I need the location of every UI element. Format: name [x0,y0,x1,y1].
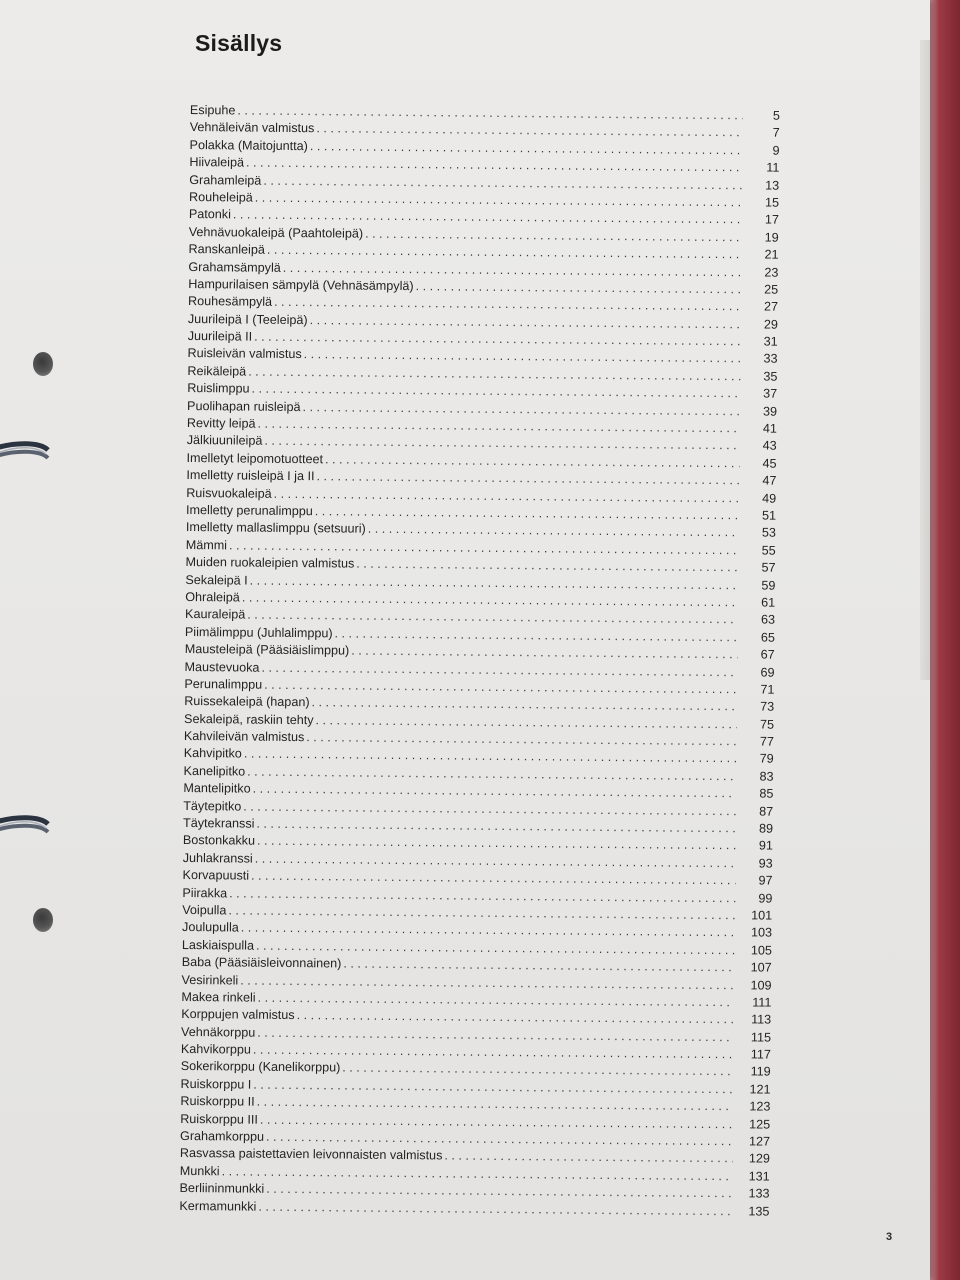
underlying-page-edge [920,40,930,680]
toc-entry-title: Ruisvuokaleipä [186,485,272,501]
toc-entry-page: 39 [762,404,778,419]
toc-entry-title: Vehnävuokaleipä (Paahtoleipä) [188,224,364,241]
toc-entry-page: 9 [772,143,780,158]
toc-entry-page: 101 [751,908,773,923]
toc-entry-page: 21 [764,247,779,262]
toc-entry-page: 41 [762,421,777,436]
toc-entry-title: Hiivaleipä [189,155,245,170]
toc-entry-page: 69 [760,665,775,680]
toc-entry-page: 113 [751,1012,772,1027]
toc-entry-page: 135 [748,1204,770,1219]
toc-entry-page: 111 [752,995,772,1010]
toc-entry-title: Ruissekaleipä (hapan) [184,694,310,710]
toc-entry-title: Makea rinkeli [181,989,256,1005]
toc-entry-page: 109 [750,977,772,993]
toc-entry-page: 33 [763,351,778,367]
toc-entry-title: Täytepitko [183,798,242,814]
toc-entry-page: 75 [759,717,775,732]
page-title: Sisällys [195,30,283,56]
binder-hole [33,352,53,376]
toc-entry-title: Korvapuusti [182,868,250,883]
toc-entry-page: 97 [758,873,773,888]
toc-entry-title: Jälkiuunileipä [186,433,263,449]
toc-entry-title: Maustevuoka [184,659,260,675]
toc-entry-page: 63 [760,612,776,627]
toc-entry-title: Kermamunkki [179,1198,257,1214]
toc-entry-title: Ohraleipä [185,589,240,605]
toc-entry-page: 43 [762,438,777,454]
toc-entry-page: 99 [758,891,773,906]
toc-entry-page: 133 [748,1186,770,1201]
page-edge-background [930,0,960,1280]
toc-entry-page: 105 [750,943,772,958]
toc-entry-title: Imelletty mallaslimppu (setsuuri) [185,520,366,537]
toc-entry-title: Grahamkorppu [180,1128,265,1144]
page-number: 3 [886,1231,893,1243]
toc-entry-title: Laskiaispulla [181,937,255,953]
toc-entry-title: Piimälimppu (Juhlalimppu) [184,624,333,641]
toc-entry-page: 107 [750,960,772,975]
toc-entry-page: 19 [764,230,779,245]
toc-entry-page: 49 [762,491,777,506]
toc-entry-title: Munkki [179,1163,220,1179]
toc-entry-page: 119 [750,1064,771,1080]
toc-entry-title: Rouheleipä [189,189,253,205]
toc-entry-page: 27 [763,299,779,314]
toc-entry-title: Ruislimppu [187,381,250,396]
toc-entry-page: 5 [772,108,780,123]
toc-entry-title: Baba (Pääsiäisleivonnainen) [181,955,342,971]
toc-entry-page: 115 [750,1030,772,1045]
toc-entry-title: Korppujen valmistus [181,1007,295,1023]
toc-entry-title: Reikäleipä [187,363,247,379]
toc-entry-page: 47 [762,473,777,488]
toc-entry-title: Bostonkakku [182,833,256,849]
toc-entry-title: Muiden ruokaleipien valmistus [185,555,355,571]
toc-entry-title: Sekaleipä I [185,572,248,588]
toc-entry-title: Vehnäkorppu [181,1024,256,1040]
toc-entry-title: Imelletty perunalimppu [186,502,313,519]
toc-entry-title: Esipuhe [189,102,236,118]
toc-entry-title: Joulupulla [182,920,239,935]
toc-entry-page: 131 [748,1169,770,1184]
toc-entry-title: Kanelipitko [183,763,246,779]
toc-entry-page: 7 [772,125,780,141]
toc-entry-title: Vesirinkeli [181,972,239,988]
toc-entry-title: Perunalimppu [184,676,263,692]
toc-entry-title: Vehnäleivän valmistus [189,120,315,136]
binder-ring [0,440,54,466]
toc-entry-page: 61 [761,595,776,610]
toc-entry-page: 121 [749,1082,771,1097]
toc-entry-page: 93 [758,856,773,871]
toc-entry-title: Polakka (Maitojuntta) [189,137,308,153]
toc-entry-page: 73 [760,699,775,714]
toc-entry-page: 125 [749,1117,771,1132]
toc-entry-title: Imelletyt leipomotuotteet [186,450,324,467]
toc-entry-page: 127 [748,1134,771,1149]
toc-entry-page: 59 [761,578,776,593]
toc-entry-title: Hampurilaisen sämpylä (Vehnäsämpylä) [188,276,414,294]
toc-entry-title: Revitty leipä [186,416,256,431]
toc-entry-title: Juhlakranssi [182,850,253,866]
toc-entry-page: 25 [764,282,779,297]
toc-entry-title: Ruiskorppu III [180,1111,259,1127]
toc-entry-page: 123 [749,1099,771,1114]
toc-entry-title: Ruiskorppu I [180,1076,252,1092]
toc-entry-page: 31 [763,334,778,349]
binder-hole [33,908,53,932]
toc-entry-page: 13 [765,178,780,193]
toc-entry-title: Kahvikorppu [180,1042,251,1057]
toc-entry-page: 15 [764,195,780,210]
toc-entry-title: Ruisleivän valmistus [187,346,302,362]
toc-entry-page: 79 [759,751,774,767]
toc-entry-page: 53 [761,525,776,541]
toc-entry-title: Juurileipä I (Teeleipä) [187,311,308,327]
toc-entry-page: 23 [764,265,779,280]
toc-entry-title: Kauraleipä [185,607,246,622]
toc-entry-page: 57 [761,560,776,575]
toc-entry-page: 91 [758,838,773,854]
toc-entry-title: Voipulla [182,902,227,918]
toc-entry-page: 117 [750,1047,771,1062]
table-of-contents [179,102,780,1221]
toc-entry-page: 67 [760,647,775,662]
toc-entry-page: 51 [761,508,777,523]
toc-entry-page: 89 [758,821,774,836]
toc-entry-title: Mämmi [185,537,228,553]
toc-entry-page: 77 [759,734,774,749]
toc-entry-page: 83 [759,769,774,784]
toc-entry-title: Rouhesämpylä [188,294,273,310]
toc-entry-title: Täytekranssi [183,815,255,831]
toc-entry-title: Sokerikorppu (Kanelikorppu) [180,1059,341,1075]
binder-ring [0,814,54,840]
toc-entry-title: Puolihapan ruisleipä [187,398,301,414]
toc-entry-title: Rasvassa paistettavien leivonnaisten valmistus [179,1146,443,1163]
toc-entry-page: 71 [760,682,775,697]
toc-entry-title: Mantelipitko [183,781,251,796]
toc-entry-title: Sekaleipä, raskiin tehty [184,711,314,727]
toc-entry-page: 87 [759,804,774,819]
toc-entry-title: Grahamleipä [189,172,262,188]
toc-entry-page: 35 [763,369,778,384]
toc-entry-page: 129 [748,1151,770,1167]
toc-entry-title: Berliininmunkki [179,1181,265,1196]
toc-entry-page: 55 [761,543,776,558]
toc-entry-page: 45 [762,456,777,471]
dot-leader [258,1198,732,1220]
toc-entry-page: 103 [750,925,773,940]
toc-entry-title: Ruiskorppu II [180,1094,255,1109]
toc-entry-title: Juurileipä II [187,329,253,344]
toc-entry-title: Grahamsämpylä [188,259,281,275]
toc-entry-page: 37 [763,386,778,401]
toc-entry-title: Piirakka [182,885,228,900]
toc-entry-title: Kahvileivän valmistus [183,729,305,745]
toc-entry-page: 85 [759,786,774,801]
toc-entry-page: 17 [764,212,779,228]
toc-entry-title: Patonki [188,207,232,222]
toc-entry-page: 29 [763,317,778,332]
toc-entry-title: Imelletty ruisleipä I ja II [186,468,315,484]
toc-entry-title: Ranskanleipä [188,242,265,257]
toc-entry-page: 65 [760,630,775,645]
toc-entry-title: Kahvipitko [183,746,242,761]
toc-entry-title: Mausteleipä (Pääsiäislimppu) [184,642,350,658]
toc-entry-page: 11 [766,160,780,175]
